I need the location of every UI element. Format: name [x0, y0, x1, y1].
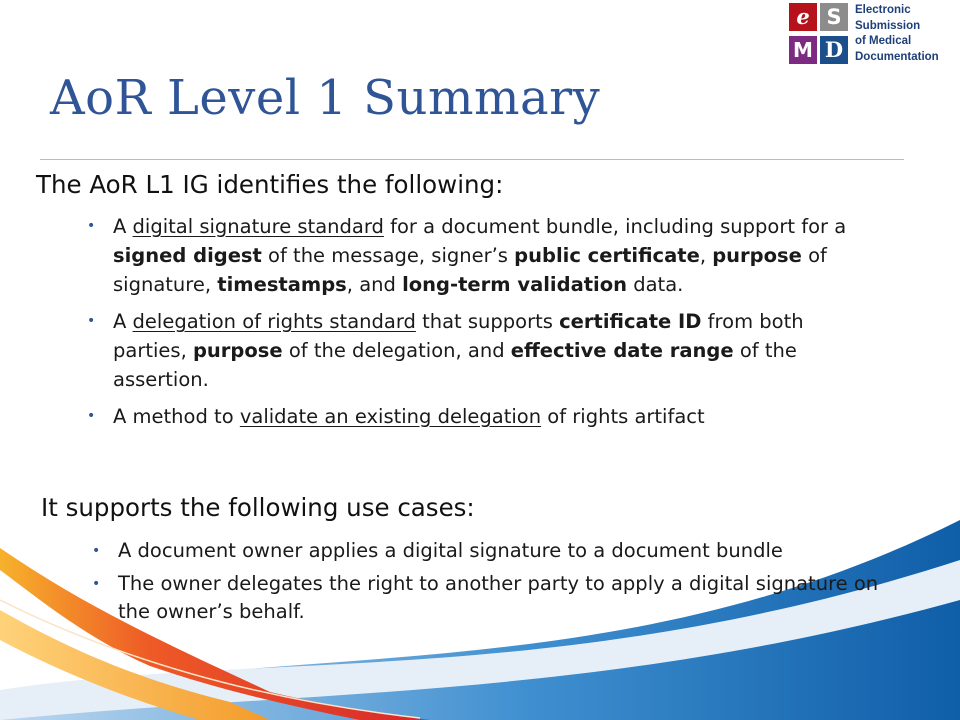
item-text: data. — [627, 273, 684, 296]
logo-tile-m: M — [789, 36, 817, 64]
list-item-delegation-of-rights — [87, 307, 873, 394]
item-text: , — [699, 244, 713, 267]
esmd-logo — [789, 3, 957, 67]
title-divider — [40, 159, 904, 160]
section-heading-identifies: The AoR L1 IG identifies the following: — [36, 170, 504, 199]
bullet-icon: • — [87, 218, 96, 234]
item-text: of signature, — [113, 244, 827, 296]
item-text: from both parties, — [113, 310, 804, 362]
underlined-term: delegation of rights standard — [132, 310, 416, 333]
bold-term: long-term validation — [402, 273, 628, 296]
list-item-use-case — [92, 537, 908, 565]
item-text: that supports — [415, 310, 560, 333]
item-text: The owner delegates the right to another party to apply a digital signature on the owner’s behalf. — [118, 572, 879, 623]
bold-term: signed digest — [113, 244, 262, 267]
item-text: A method to — [113, 405, 240, 428]
list-item-digital-signature — [87, 212, 873, 299]
logo-tile-s: S — [820, 3, 848, 31]
bold-term: public certificate — [514, 244, 700, 267]
slide-title: AoR Level 1 Summary — [50, 70, 601, 126]
logo-text-line: Electronic — [855, 4, 911, 16]
item-text: , and — [346, 273, 403, 296]
item-text: A — [113, 310, 133, 333]
item-text: of rights artifact — [541, 405, 705, 428]
logo-tile-e: e — [789, 3, 817, 31]
item-text: A — [113, 215, 133, 238]
bold-term: certificate ID — [559, 310, 702, 333]
identifies-list — [87, 212, 873, 439]
list-item-validate-delegation — [87, 402, 873, 431]
logo-text-line: Documentation — [855, 50, 939, 63]
bold-term: timestamps — [217, 273, 347, 296]
section-heading-use-cases: It supports the following use cases: — [41, 493, 475, 522]
logo-wordmark — [855, 3, 959, 65]
logo-tile-d: D — [820, 36, 848, 64]
bold-term: effective date range — [510, 339, 734, 362]
bullet-icon: • — [92, 543, 101, 559]
list-item-use-case — [92, 570, 908, 626]
bullet-icon: • — [87, 408, 96, 424]
item-text: A document owner applies a digital signature to a document bundle — [118, 539, 783, 562]
item-text: of the assertion. — [113, 339, 797, 391]
logo-text-line: of Medical — [855, 35, 912, 47]
bold-term: purpose — [192, 339, 283, 362]
underlined-term: digital signature standard — [132, 215, 384, 238]
item-text: for a document bundle, including support for a — [383, 215, 847, 238]
bullet-icon: • — [87, 313, 96, 329]
underlined-term: validate an existing delegation — [239, 405, 542, 428]
item-text: of the delegation, and — [282, 339, 511, 362]
logo-text-line: Submission — [855, 19, 921, 32]
item-text: of the message, signer’s — [261, 244, 515, 267]
bold-term: purpose — [712, 244, 802, 267]
bullet-icon: • — [92, 576, 101, 592]
use-cases-list — [92, 537, 908, 631]
